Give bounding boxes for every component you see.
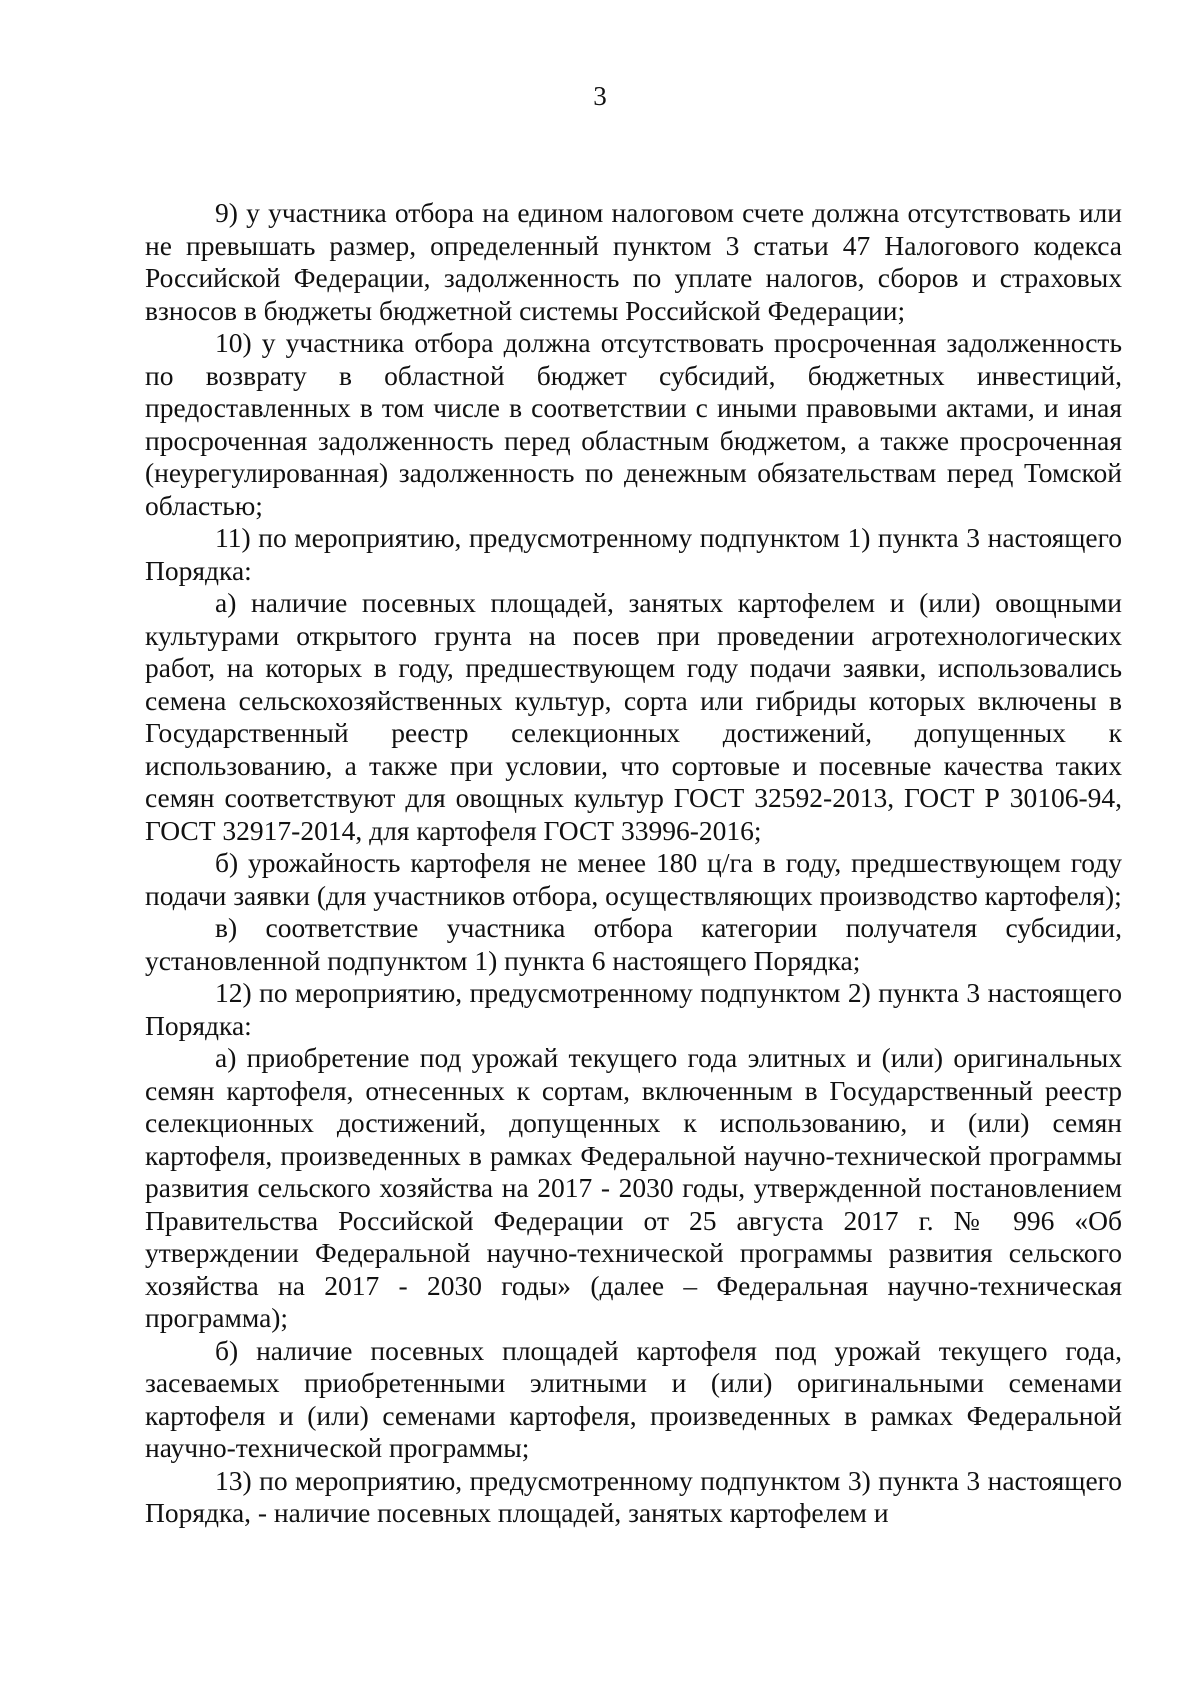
paragraph-item-11: 11) по мероприятию, предусмотренному подпунктом 1) пункта 3 настоящего Порядка: <box>145 522 1122 586</box>
paragraph-item-13: 13) по мероприятию, предусмотренному подпунктом 3) пункта 3 настоящего Порядка, - наличие посевных площадей, занятых картофелем и <box>145 1464 1122 1528</box>
page-number: 3 <box>593 81 607 111</box>
document-body <box>145 197 1122 1530</box>
paragraph-item-12: 12) по мероприятию, предусмотренному подпунктом 2) пункта 3 настоящего Порядка: <box>145 977 1122 1041</box>
paragraph-item-9: 9) у участника отбора на едином налоговом счете должна отсутствовать или не превышать размер, определенный пунктом 3 статьи 47 Налогового кодекса Российской Федерации, задолженность по уплате налогов, сборов и страховых взносов в бюджеты бюджетной системы Российской Федерации; <box>145 197 1122 326</box>
paragraph-item-12a: а) приобретение под урожай текущего года элитных и (или) оригинальных семян картофеля, отнесенных к сортам, включенным в Государственный реестр селекционных достижений, допущенных к использованию, и (или) семян картофеля, произведенных в рамках Федеральной научно-технической программы развития сельского хозяйства на 2017 - 2030 годы, утвержденной постановлением Правительства Российской Федерации от 25 августа 2017 г. № 996 «Об утверждении Федеральной научно-технической программы развития сельского хозяйства на 2017 - 2030 годы» (далее – Федеральная научно-техническая программа); <box>145 1042 1122 1333</box>
paragraph-item-11b: б) урожайность картофеля не менее 180 ц/га в году, предшествующем году подачи заявки (для участников отбора, осуществляющих производство картофеля); <box>145 847 1122 911</box>
paragraph-item-10: 10) у участника отбора должна отсутствовать просроченная задолженность по возврату в областной бюджет субсидий, бюджетных инвестиций, предоставленных в том числе в соответствии с иными правовыми актами, и иная просроченная задолженность перед областным бюджетом, а также просроченная (неурегулированная) задолженность по денежным обязательствам перед Томской областью; <box>145 327 1122 521</box>
paragraph-item-12b: б) наличие посевных площадей картофеля под урожай текущего года, засеваемых приобретенными элитными и (или) оригинальными семенами картофеля и (или) семенами картофеля, произведенных в рамках Федеральной научно-технической программы; <box>145 1334 1122 1463</box>
paragraph-item-11a: а) наличие посевных площадей, занятых картофелем и (или) овощными культурами открытого грунта на посев при проведении агротехнологических работ, на которых в году, предшествующем году подачи заявки, использовались семена сельскохозяйственных культур, сорта или гибриды которых включены в Государственный реестр селекционных достижений, допущенных к использованию, а также при условии, что сортовые и посевные качества таких семян соответствуют для овощных культур ГОСТ 32592-2013, ГОСТ Р 30106-94, ГОСТ 32917-2014, для картофеля ГОСТ 33996-2016; <box>145 587 1122 846</box>
paragraph-item-11v: в) соответствие участника отбора категории получателя субсидии, установленной подпунктом 1) пункта 6 настоящего Порядка; <box>145 912 1122 976</box>
